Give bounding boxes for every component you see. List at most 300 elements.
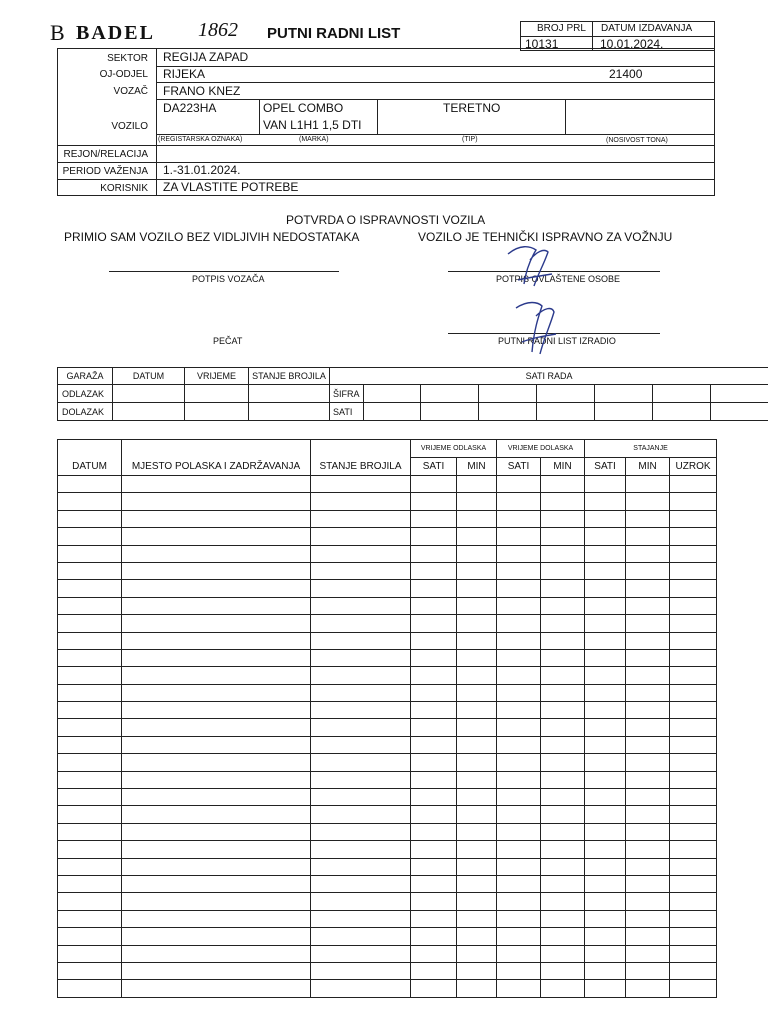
log-cell[interactable]: [670, 789, 717, 806]
log-cell[interactable]: [457, 649, 497, 666]
log-cell[interactable]: [457, 493, 497, 510]
log-cell[interactable]: [411, 632, 457, 649]
log-cell[interactable]: [585, 771, 626, 788]
log-cell[interactable]: [626, 736, 670, 753]
log-cell[interactable]: [411, 510, 457, 527]
log-cell[interactable]: [497, 858, 541, 875]
log-cell[interactable]: [585, 649, 626, 666]
log-cell[interactable]: [585, 858, 626, 875]
log-cell[interactable]: [497, 823, 541, 840]
log-cell[interactable]: [122, 893, 311, 910]
log-cell[interactable]: [411, 980, 457, 997]
log-cell[interactable]: [411, 823, 457, 840]
log-cell[interactable]: [311, 493, 411, 510]
log-cell[interactable]: [122, 754, 311, 771]
log-cell[interactable]: [670, 597, 717, 614]
log-row[interactable]: [58, 510, 717, 527]
log-cell[interactable]: [411, 893, 457, 910]
log-cell[interactable]: [411, 615, 457, 632]
log-cell[interactable]: [411, 649, 457, 666]
log-cell[interactable]: [541, 928, 585, 945]
log-cell[interactable]: [411, 754, 457, 771]
log-cell[interactable]: [541, 545, 585, 562]
log-row[interactable]: [58, 528, 717, 545]
log-cell[interactable]: [541, 667, 585, 684]
log-cell[interactable]: [457, 841, 497, 858]
log-cell[interactable]: [457, 702, 497, 719]
log-cell[interactable]: [411, 771, 457, 788]
log-cell[interactable]: [122, 789, 311, 806]
log-cell[interactable]: [457, 962, 497, 979]
log-cell[interactable]: [497, 754, 541, 771]
log-cell[interactable]: [122, 841, 311, 858]
log-cell[interactable]: [626, 910, 670, 927]
log-cell[interactable]: [311, 858, 411, 875]
log-cell[interactable]: [497, 562, 541, 579]
log-cell[interactable]: [311, 806, 411, 823]
log-cell[interactable]: [457, 667, 497, 684]
log-cell[interactable]: [311, 980, 411, 997]
log-cell[interactable]: [585, 528, 626, 545]
log-cell[interactable]: [122, 736, 311, 753]
log-cell[interactable]: [58, 823, 122, 840]
log-cell[interactable]: [122, 962, 311, 979]
log-cell[interactable]: [541, 945, 585, 962]
log-cell[interactable]: [497, 667, 541, 684]
log-row[interactable]: [58, 980, 717, 997]
log-cell[interactable]: [311, 771, 411, 788]
log-cell[interactable]: [58, 893, 122, 910]
log-cell[interactable]: [541, 562, 585, 579]
log-cell[interactable]: [626, 510, 670, 527]
log-cell[interactable]: [311, 893, 411, 910]
log-cell[interactable]: [585, 893, 626, 910]
log-cell[interactable]: [457, 476, 497, 493]
log-cell[interactable]: [457, 910, 497, 927]
log-cell[interactable]: [626, 945, 670, 962]
log-cell[interactable]: [411, 858, 457, 875]
log-cell[interactable]: [411, 910, 457, 927]
log-cell[interactable]: [457, 754, 497, 771]
log-cell[interactable]: [58, 702, 122, 719]
log-cell[interactable]: [457, 823, 497, 840]
log-cell[interactable]: [541, 632, 585, 649]
log-cell[interactable]: [497, 476, 541, 493]
log-cell[interactable]: [497, 615, 541, 632]
log-cell[interactable]: [497, 528, 541, 545]
log-cell[interactable]: [457, 562, 497, 579]
log-row[interactable]: [58, 684, 717, 701]
log-cell[interactable]: [411, 928, 457, 945]
log-row[interactable]: [58, 476, 717, 493]
log-row[interactable]: [58, 806, 717, 823]
log-cell[interactable]: [497, 962, 541, 979]
log-cell[interactable]: [122, 858, 311, 875]
log-cell[interactable]: [457, 615, 497, 632]
log-cell[interactable]: [311, 875, 411, 892]
log-cell[interactable]: [122, 615, 311, 632]
log-cell[interactable]: [585, 545, 626, 562]
log-cell[interactable]: [58, 632, 122, 649]
log-cell[interactable]: [626, 476, 670, 493]
log-cell[interactable]: [58, 510, 122, 527]
log-cell[interactable]: [311, 545, 411, 562]
log-cell[interactable]: [541, 510, 585, 527]
log-cell[interactable]: [670, 945, 717, 962]
log-cell[interactable]: [58, 597, 122, 614]
log-cell[interactable]: [541, 580, 585, 597]
log-row[interactable]: [58, 493, 717, 510]
log-cell[interactable]: [457, 684, 497, 701]
log-cell[interactable]: [585, 562, 626, 579]
log-cell[interactable]: [497, 945, 541, 962]
log-cell[interactable]: [411, 841, 457, 858]
log-cell[interactable]: [585, 667, 626, 684]
log-cell[interactable]: [670, 806, 717, 823]
log-cell[interactable]: [541, 962, 585, 979]
log-cell[interactable]: [311, 580, 411, 597]
log-cell[interactable]: [670, 476, 717, 493]
log-cell[interactable]: [585, 580, 626, 597]
log-cell[interactable]: [411, 719, 457, 736]
log-cell[interactable]: [411, 528, 457, 545]
log-cell[interactable]: [541, 771, 585, 788]
log-cell[interactable]: [457, 893, 497, 910]
log-cell[interactable]: [626, 719, 670, 736]
log-cell[interactable]: [585, 684, 626, 701]
log-row[interactable]: [58, 545, 717, 562]
log-cell[interactable]: [457, 719, 497, 736]
log-cell[interactable]: [497, 684, 541, 701]
log-cell[interactable]: [122, 684, 311, 701]
log-cell[interactable]: [626, 806, 670, 823]
log-row[interactable]: [58, 754, 717, 771]
log-cell[interactable]: [626, 980, 670, 997]
log-cell[interactable]: [58, 580, 122, 597]
log-cell[interactable]: [585, 493, 626, 510]
log-cell[interactable]: [626, 562, 670, 579]
log-row[interactable]: [58, 580, 717, 597]
log-cell[interactable]: [311, 615, 411, 632]
log-cell[interactable]: [541, 754, 585, 771]
log-cell[interactable]: [626, 858, 670, 875]
log-cell[interactable]: [122, 493, 311, 510]
log-cell[interactable]: [585, 962, 626, 979]
log-cell[interactable]: [497, 736, 541, 753]
log-cell[interactable]: [585, 597, 626, 614]
log-cell[interactable]: [541, 823, 585, 840]
log-cell[interactable]: [497, 632, 541, 649]
log-cell[interactable]: [497, 580, 541, 597]
log-cell[interactable]: [311, 476, 411, 493]
log-row[interactable]: [58, 719, 717, 736]
log-cell[interactable]: [585, 632, 626, 649]
log-cell[interactable]: [541, 702, 585, 719]
log-cell[interactable]: [670, 910, 717, 927]
log-cell[interactable]: [457, 597, 497, 614]
log-cell[interactable]: [122, 702, 311, 719]
log-cell[interactable]: [585, 980, 626, 997]
log-cell[interactable]: [585, 928, 626, 945]
log-cell[interactable]: [541, 719, 585, 736]
log-cell[interactable]: [497, 841, 541, 858]
log-cell[interactable]: [457, 858, 497, 875]
log-cell[interactable]: [411, 945, 457, 962]
log-cell[interactable]: [457, 632, 497, 649]
log-cell[interactable]: [411, 667, 457, 684]
log-cell[interactable]: [58, 910, 122, 927]
log-cell[interactable]: [670, 736, 717, 753]
log-cell[interactable]: [626, 632, 670, 649]
log-cell[interactable]: [497, 875, 541, 892]
log-cell[interactable]: [670, 962, 717, 979]
log-cell[interactable]: [457, 945, 497, 962]
log-cell[interactable]: [411, 597, 457, 614]
log-cell[interactable]: [122, 528, 311, 545]
log-cell[interactable]: [58, 806, 122, 823]
log-cell[interactable]: [122, 719, 311, 736]
log-cell[interactable]: [411, 875, 457, 892]
log-cell[interactable]: [670, 893, 717, 910]
log-row[interactable]: [58, 962, 717, 979]
log-cell[interactable]: [311, 841, 411, 858]
log-cell[interactable]: [122, 632, 311, 649]
log-cell[interactable]: [411, 684, 457, 701]
log-row[interactable]: [58, 910, 717, 927]
log-cell[interactable]: [497, 510, 541, 527]
log-cell[interactable]: [122, 806, 311, 823]
log-cell[interactable]: [58, 928, 122, 945]
log-cell[interactable]: [122, 667, 311, 684]
log-cell[interactable]: [457, 789, 497, 806]
log-cell[interactable]: [585, 789, 626, 806]
log-cell[interactable]: [670, 493, 717, 510]
log-cell[interactable]: [541, 615, 585, 632]
log-cell[interactable]: [457, 806, 497, 823]
log-row[interactable]: [58, 841, 717, 858]
log-cell[interactable]: [497, 910, 541, 927]
log-cell[interactable]: [122, 597, 311, 614]
log-cell[interactable]: [122, 945, 311, 962]
log-cell[interactable]: [122, 980, 311, 997]
log-cell[interactable]: [457, 980, 497, 997]
log-cell[interactable]: [122, 580, 311, 597]
log-cell[interactable]: [670, 702, 717, 719]
log-cell[interactable]: [670, 615, 717, 632]
log-cell[interactable]: [58, 667, 122, 684]
log-cell[interactable]: [541, 736, 585, 753]
log-row[interactable]: [58, 597, 717, 614]
log-cell[interactable]: [541, 528, 585, 545]
log-cell[interactable]: [585, 823, 626, 840]
log-cell[interactable]: [58, 771, 122, 788]
log-cell[interactable]: [541, 858, 585, 875]
log-row[interactable]: [58, 875, 717, 892]
log-cell[interactable]: [626, 789, 670, 806]
log-row[interactable]: [58, 615, 717, 632]
log-cell[interactable]: [626, 597, 670, 614]
log-cell[interactable]: [541, 476, 585, 493]
log-cell[interactable]: [497, 893, 541, 910]
log-cell[interactable]: [541, 875, 585, 892]
log-cell[interactable]: [626, 893, 670, 910]
log-cell[interactable]: [58, 476, 122, 493]
log-cell[interactable]: [626, 615, 670, 632]
log-cell[interactable]: [58, 649, 122, 666]
log-cell[interactable]: [457, 580, 497, 597]
log-cell[interactable]: [122, 649, 311, 666]
log-cell[interactable]: [585, 510, 626, 527]
log-cell[interactable]: [670, 858, 717, 875]
log-cell[interactable]: [497, 702, 541, 719]
log-cell[interactable]: [497, 545, 541, 562]
log-cell[interactable]: [311, 667, 411, 684]
log-cell[interactable]: [311, 649, 411, 666]
log-cell[interactable]: [457, 545, 497, 562]
log-cell[interactable]: [585, 945, 626, 962]
log-cell[interactable]: [457, 736, 497, 753]
log-row[interactable]: [58, 789, 717, 806]
log-cell[interactable]: [541, 493, 585, 510]
log-cell[interactable]: [585, 719, 626, 736]
log-cell[interactable]: [585, 754, 626, 771]
log-cell[interactable]: [411, 806, 457, 823]
log-cell[interactable]: [311, 632, 411, 649]
log-cell[interactable]: [457, 510, 497, 527]
log-cell[interactable]: [626, 545, 670, 562]
log-cell[interactable]: [411, 702, 457, 719]
log-cell[interactable]: [311, 962, 411, 979]
log-cell[interactable]: [58, 962, 122, 979]
log-row[interactable]: [58, 702, 717, 719]
log-cell[interactable]: [122, 928, 311, 945]
log-cell[interactable]: [541, 980, 585, 997]
log-cell[interactable]: [311, 528, 411, 545]
log-cell[interactable]: [58, 945, 122, 962]
log-cell[interactable]: [58, 875, 122, 892]
log-cell[interactable]: [457, 928, 497, 945]
log-cell[interactable]: [311, 910, 411, 927]
log-cell[interactable]: [411, 962, 457, 979]
log-cell[interactable]: [311, 754, 411, 771]
log-cell[interactable]: [411, 580, 457, 597]
log-cell[interactable]: [585, 615, 626, 632]
log-cell[interactable]: [497, 806, 541, 823]
log-row[interactable]: [58, 928, 717, 945]
log-cell[interactable]: [626, 875, 670, 892]
log-cell[interactable]: [626, 754, 670, 771]
log-cell[interactable]: [497, 719, 541, 736]
log-cell[interactable]: [670, 684, 717, 701]
log-cell[interactable]: [670, 719, 717, 736]
log-cell[interactable]: [626, 667, 670, 684]
log-cell[interactable]: [626, 841, 670, 858]
log-cell[interactable]: [585, 910, 626, 927]
log-row[interactable]: [58, 649, 717, 666]
log-cell[interactable]: [670, 649, 717, 666]
log-cell[interactable]: [541, 910, 585, 927]
log-cell[interactable]: [411, 789, 457, 806]
log-cell[interactable]: [411, 545, 457, 562]
log-cell[interactable]: [122, 562, 311, 579]
log-cell[interactable]: [585, 875, 626, 892]
log-cell[interactable]: [311, 719, 411, 736]
log-row[interactable]: [58, 771, 717, 788]
log-cell[interactable]: [541, 684, 585, 701]
log-cell[interactable]: [497, 771, 541, 788]
log-cell[interactable]: [311, 562, 411, 579]
log-row[interactable]: [58, 562, 717, 579]
log-cell[interactable]: [670, 632, 717, 649]
log-cell[interactable]: [58, 684, 122, 701]
log-cell[interactable]: [122, 545, 311, 562]
log-cell[interactable]: [411, 493, 457, 510]
log-cell[interactable]: [411, 476, 457, 493]
log-cell[interactable]: [122, 875, 311, 892]
log-cell[interactable]: [670, 510, 717, 527]
log-cell[interactable]: [541, 893, 585, 910]
log-cell[interactable]: [311, 789, 411, 806]
log-cell[interactable]: [626, 702, 670, 719]
log-cell[interactable]: [122, 910, 311, 927]
log-cell[interactable]: [58, 736, 122, 753]
log-row[interactable]: [58, 823, 717, 840]
log-cell[interactable]: [497, 649, 541, 666]
log-cell[interactable]: [670, 580, 717, 597]
log-cell[interactable]: [58, 615, 122, 632]
log-cell[interactable]: [58, 754, 122, 771]
log-cell[interactable]: [122, 476, 311, 493]
log-cell[interactable]: [122, 771, 311, 788]
log-cell[interactable]: [670, 771, 717, 788]
log-cell[interactable]: [541, 841, 585, 858]
log-row[interactable]: [58, 945, 717, 962]
log-cell[interactable]: [585, 476, 626, 493]
log-cell[interactable]: [670, 841, 717, 858]
log-cell[interactable]: [626, 684, 670, 701]
log-cell[interactable]: [58, 562, 122, 579]
log-cell[interactable]: [411, 736, 457, 753]
log-cell[interactable]: [497, 597, 541, 614]
log-cell[interactable]: [58, 493, 122, 510]
log-cell[interactable]: [670, 528, 717, 545]
log-cell[interactable]: [670, 667, 717, 684]
log-cell[interactable]: [58, 528, 122, 545]
log-cell[interactable]: [311, 702, 411, 719]
log-cell[interactable]: [541, 597, 585, 614]
log-cell[interactable]: [311, 823, 411, 840]
log-cell[interactable]: [58, 858, 122, 875]
log-cell[interactable]: [497, 789, 541, 806]
log-cell[interactable]: [311, 684, 411, 701]
log-cell[interactable]: [58, 545, 122, 562]
log-cell[interactable]: [457, 875, 497, 892]
log-cell[interactable]: [626, 580, 670, 597]
log-cell[interactable]: [626, 493, 670, 510]
log-cell[interactable]: [541, 649, 585, 666]
log-cell[interactable]: [626, 771, 670, 788]
log-cell[interactable]: [58, 841, 122, 858]
log-cell[interactable]: [626, 928, 670, 945]
log-cell[interactable]: [122, 510, 311, 527]
log-cell[interactable]: [585, 702, 626, 719]
log-cell[interactable]: [626, 649, 670, 666]
log-cell[interactable]: [670, 562, 717, 579]
log-cell[interactable]: [58, 789, 122, 806]
log-cell[interactable]: [585, 806, 626, 823]
log-cell[interactable]: [626, 962, 670, 979]
log-cell[interactable]: [457, 771, 497, 788]
